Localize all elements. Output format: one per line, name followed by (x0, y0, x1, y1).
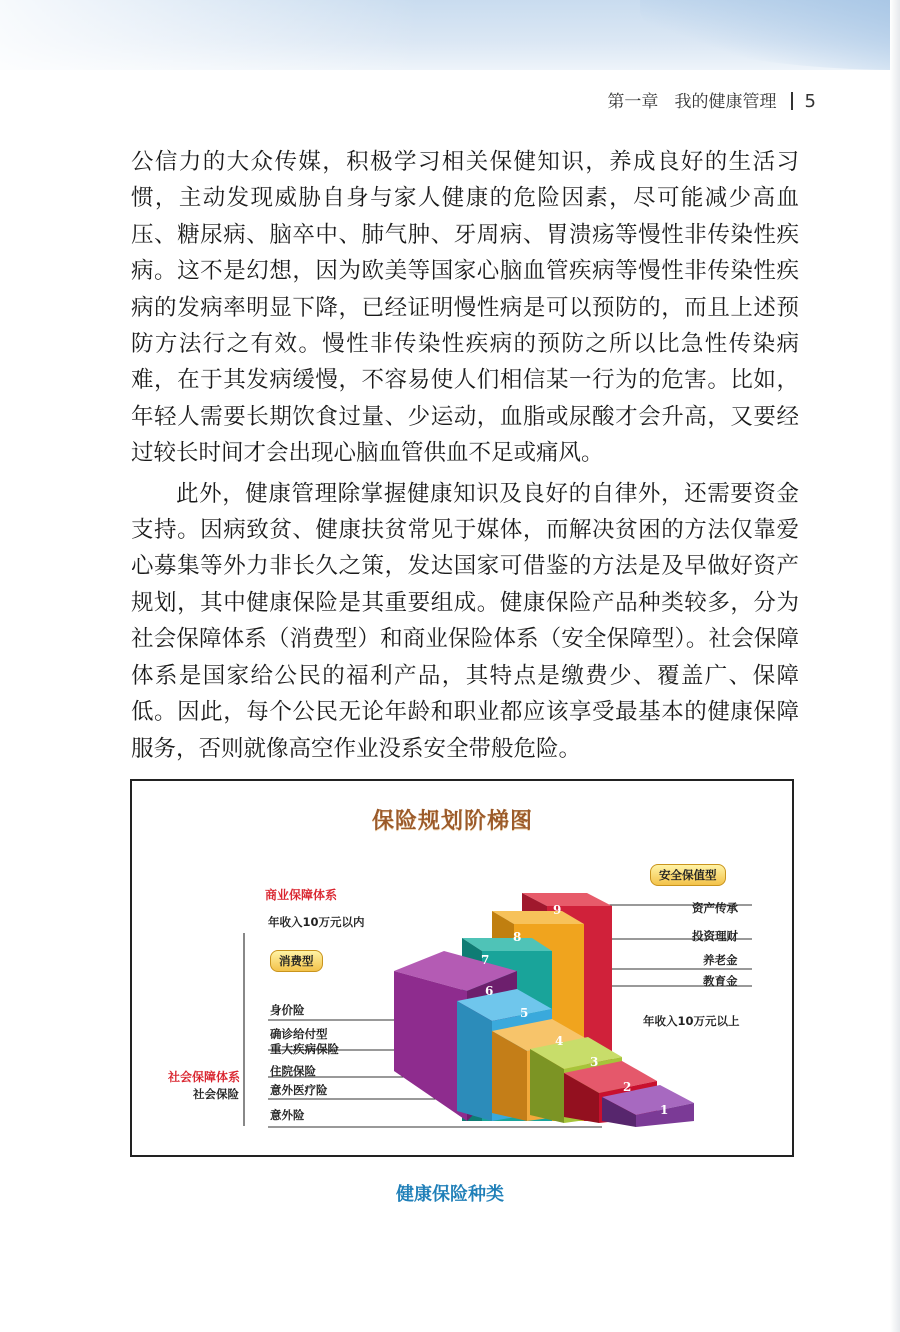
step-number: 7 (481, 953, 490, 967)
header-separator (791, 92, 793, 110)
step-number: 2 (623, 1080, 632, 1094)
label-critical-illness: 重大疾病保险 (270, 1042, 339, 1056)
income-above-label: 年收入10万元以上 (643, 1014, 740, 1028)
header-band-fade (0, 0, 420, 70)
step-number: 5 (520, 1006, 529, 1020)
paragraph-2: 此外，健康管理除掌握健康知识及良好的自律外，还需要资金支持。因病致贫、健康扶贫常见于媒体，而解决贫困的方法仅靠爱心募集等外力非长久之策，发达国家可借鉴的方法是及早做好资产规划，其中健康保险是其重要组成。健康保险产品种类较多，分为社会保障体系（消费型）和商业保险体系（安全保障型）。社会保障体系是国家给公民的福利产品，其特点是缴费少、覆盖广、保障低。因此，每个公民无论年龄和职业都应该享受最基本的健康保障服务，否则就像高空作业没系安全带般危险。 (131, 480, 799, 762)
running-head (607, 87, 816, 112)
page-number: 5 (804, 91, 816, 112)
label-investment: 投资理财 (692, 929, 738, 943)
figure-title: 保险规划阶梯图 (372, 809, 534, 834)
income-within-label: 年收入10万元以内 (268, 915, 365, 929)
step-number: 8 (513, 930, 522, 944)
social-insurance-label: 社会保险 (193, 1087, 239, 1101)
label-accident: 意外险 (270, 1108, 305, 1122)
security-value-tag: 安全保值型 (650, 864, 726, 886)
body-text (131, 144, 799, 767)
step-number: 1 (660, 1103, 669, 1117)
label-pension: 养老金 (703, 953, 738, 967)
step-number: 9 (553, 903, 562, 917)
consumption-type-tag: 消费型 (270, 950, 323, 972)
label-asset-inheritance: 资产传承 (692, 901, 738, 915)
header-band (0, 0, 900, 70)
label-shenjia: 身价险 (270, 1003, 305, 1017)
label-hospital: 住院保险 (270, 1064, 316, 1078)
paragraph-1: 公信力的大众传媒，积极学习相关保健知识，养成良好的生活习惯，主动发现威胁自身与家人健康的危险因素，尽可能减少高血压、糖尿病、脑卒中、肺气肿、牙周病、胃溃疡等慢性非传染性疾病。这不是幻想，因为欧美等国家心脑血管疾病等慢性非传染性疾病的发病率明显下降，已经证明慢性病是可以预防的，而且上述预防方法行之有效。慢性非传染性疾病的预防之所以比急性传染病难，在于其发病缓慢，不容易使人们相信某一行为的危害。比如，年轻人需要长期饮食过量、少运动，血脂或尿酸才会升高，又要经过较长时间才会出现心脑血管供血不足或痛风。 (131, 149, 799, 467)
label-diagnosis: 确诊给付型 (270, 1027, 328, 1041)
page-edge-shadow (890, 0, 900, 1332)
step-number: 6 (485, 984, 494, 998)
figure-caption: 健康保险种类 (396, 1184, 504, 1205)
label-education-fund: 教育金 (703, 974, 738, 988)
step-number: 3 (590, 1055, 599, 1069)
social-system-label: 社会保障体系 (168, 1070, 241, 1084)
label-accident-medical: 意外医疗险 (270, 1083, 328, 1097)
commercial-system-label: 商业保障体系 (265, 888, 338, 902)
chapter-label: 第一章 (607, 92, 659, 112)
step-number: 4 (555, 1034, 564, 1048)
chapter-title: 我的健康管理 (674, 92, 777, 112)
header-band-curve (640, 0, 900, 70)
